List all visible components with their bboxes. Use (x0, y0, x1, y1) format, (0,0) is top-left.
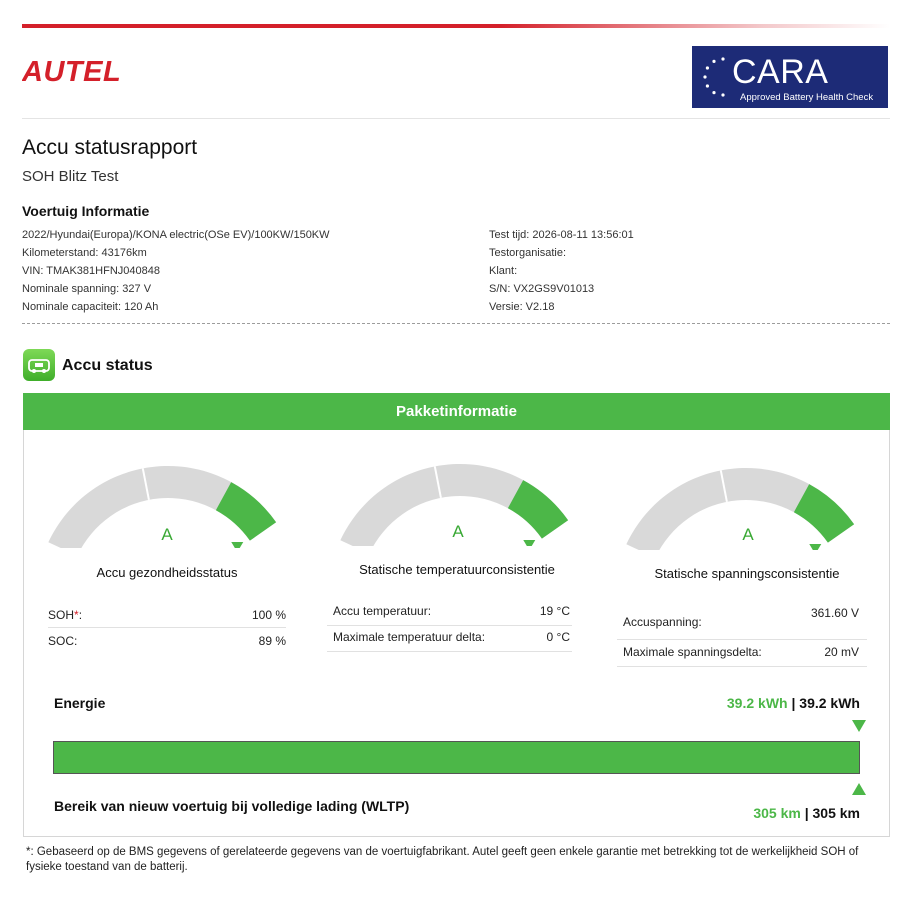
soh-row (48, 608, 286, 628)
software-version: Versie: V2.18 (489, 301, 555, 313)
autel-logo (22, 56, 162, 86)
test-time: Test tijd: 2026-08-11 13:56:01 (489, 229, 634, 241)
test-organisation: Testorganisatie: (489, 247, 567, 259)
pack-info-header: Pakketinformatie (23, 393, 890, 430)
temperature-grade: A (452, 522, 464, 541)
star-icon (706, 84, 709, 87)
star-icon (721, 57, 724, 60)
gauge-pointer-icon (809, 544, 821, 550)
vehicle-info-right (489, 226, 634, 316)
accu-temp-row (327, 604, 572, 626)
accu-voltage-value: 361.60 V (810, 606, 859, 620)
range-values (753, 805, 860, 821)
battery-car-icon (23, 349, 55, 381)
vehicle-info-heading: Voertuig Informatie (22, 203, 150, 219)
temp-delta-row (327, 630, 572, 652)
accu-temp-label: Accu temperatuur: (333, 604, 432, 618)
cara-title: CARA (732, 53, 829, 91)
soc-value: 89 % (258, 634, 286, 648)
range-separator: | (804, 805, 809, 821)
accu-temp-value: 19 °C (539, 604, 570, 618)
temp-delta-label: Maximale temperatuur delta: (333, 630, 486, 644)
vehicle-mileage: Kilometerstand: 43176km (22, 247, 147, 259)
vehicle-info-left (22, 226, 330, 316)
cara-badge (692, 46, 888, 108)
star-icon (721, 93, 724, 96)
health-label: Accu gezondheidsstatus (96, 565, 238, 580)
accu-voltage-row (617, 606, 867, 640)
top-accent-line (22, 24, 890, 28)
star-icon (706, 66, 709, 69)
dashed-divider (22, 323, 890, 324)
vehicle-nominal-capacity: Nominale capaciteit: 120 Ah (22, 301, 159, 313)
soh-value: 100 % (251, 608, 286, 622)
energy-label: Energie (54, 695, 106, 711)
voltage-delta-row (617, 645, 867, 667)
energy-current: 39.2 kWh (726, 695, 788, 711)
soc-row (48, 634, 286, 654)
serial-number: S/N: VX2GS9V01013 (489, 283, 595, 295)
report-title: Accu statusrapport (22, 136, 198, 159)
health-grade: A (161, 525, 173, 544)
star-icon (703, 75, 706, 78)
voltage-delta-value: 20 mV (824, 645, 859, 659)
energy-values (727, 695, 860, 711)
soh-label: SOH*: (48, 608, 83, 622)
vehicle-nominal-voltage: Nominale spanning: 327 V (22, 283, 152, 295)
voltage-delta-label: Maximale spanningsdelta: (623, 645, 762, 659)
energy-new: 39.2 kWh (799, 695, 860, 711)
voltage-grade: A (742, 525, 754, 544)
vehicle-model: 2022/Hyundai(Europa)/KONA electric(OSe EV)/100KW/150KW (22, 229, 330, 241)
star-icon (712, 60, 715, 63)
energy-marker-icon (852, 720, 866, 732)
report-subtitle: SOH Blitz Test (22, 168, 119, 185)
energy-bar (53, 741, 860, 774)
range-new: 305 km (812, 805, 860, 821)
cara-subtitle: Approved Battery Health Check (740, 92, 874, 103)
soc-label: SOC: (48, 634, 78, 648)
range-label: Bereik van nieuw voertuig bij volledige lading (WLTP) (54, 798, 410, 814)
header-divider (22, 118, 890, 119)
vehicle-vin: VIN: TMAK381HFNJ040848 (22, 265, 160, 277)
energy-bar-fill (54, 742, 859, 773)
accu-voltage-label: Accuspanning: (623, 615, 702, 629)
customer: Klant: (489, 265, 518, 277)
temperature-label: Statische temperatuurconsistentie (359, 562, 555, 577)
energy-separator: | (791, 695, 796, 711)
gauge-pointer-icon (231, 542, 243, 548)
range-marker-icon (852, 783, 866, 795)
svg-text:AUTEL: AUTEL (22, 56, 122, 86)
voltage-label: Statische spanningsconsistentie (654, 566, 840, 581)
range-current: 305 km (753, 805, 801, 821)
footnote: *: Gebaseerd op de BMS gegevens of gerelateerde gegevens van de voertuigfabrikant. Autel geeft geen enkele garantie met betrekking tot de werkelijkheid SOH of fysieke toestand van de batterij. (26, 846, 859, 873)
accu-status-heading: Accu status (62, 357, 153, 374)
gauge-pointer-icon (523, 540, 535, 546)
star-icon (712, 91, 715, 94)
temp-delta-value: 0 °C (546, 630, 570, 644)
